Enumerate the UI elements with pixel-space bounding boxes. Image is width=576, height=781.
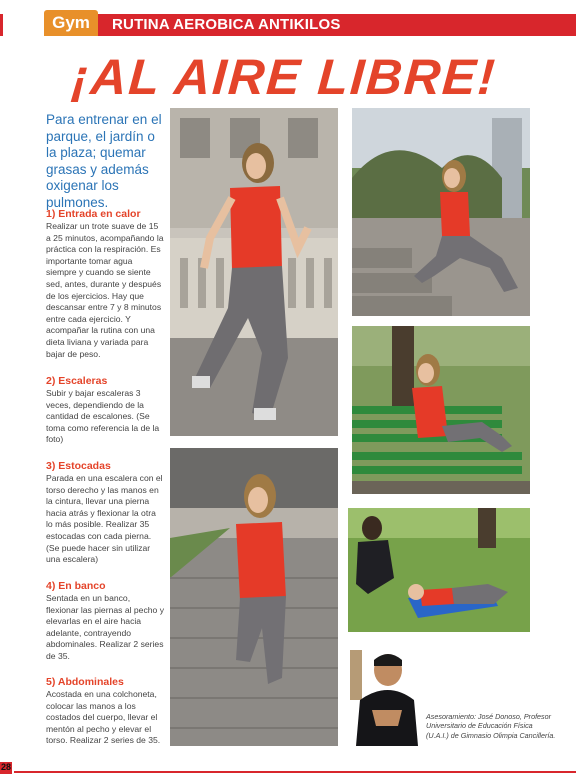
page-title: ¡AL AIRE LIBRE!	[70, 49, 499, 105]
heading-warmup: 1) Entrada en calor	[46, 208, 141, 220]
photo-stairs	[170, 448, 338, 746]
heading-lunges: 3) Estocadas	[46, 460, 111, 472]
lead-paragraph: Para entrenar en el parque, el jardín o la plaza; quemar grasas y además oxigenar los pulmones.	[46, 112, 162, 210]
photo-lunge	[352, 108, 530, 316]
body-bench: Sentada en un banco, flexionar las piernas al pecho y elevarlas en el aire hacia adelante, contrayendo abdominales. Realizar 2 series de 35.	[46, 593, 164, 661]
heading-abs: 5) Abdominales	[46, 676, 124, 688]
body-abs: Acostada en una colchoneta, colocar las manos a los costados del cuerpo, llevar el mentón al pecho y elevar el torso. Realizar 2 series de 35.	[46, 689, 161, 746]
photo-trainer	[348, 640, 422, 746]
body-warmup: Realizar un trote suave de 15 a 25 minutos, acompañando la práctica con la respiración. Es importante tomar agua siempre y cuando se siente sed, antes, durante y después de los ejercicios. Hay que descansar entre 7 y 8 minutos entre cada ejercicio. Y acompañar la rutina con una dieta liviana y variada para bajar de peso.	[46, 221, 164, 359]
photo-jogging	[170, 108, 338, 436]
footer-rule	[14, 771, 576, 773]
page-number: 28	[1, 762, 12, 772]
section-tab: Gym	[44, 10, 98, 36]
body-stairs: Subir y bajar escaleras 3 veces, dependiendo de la cantidad de escalones. (Se toma como referencia la de la foto)	[46, 388, 160, 445]
header-edge	[0, 14, 3, 36]
heading-stairs: 2) Escaleras	[46, 375, 108, 387]
body-lunges: Parada en una escalera con el torso derecho y las manos en la cintura, llevar una pierna hacia atrás y flexionar la otra lo más posible. Realizar 35 estocadas con cada pierna. (Se puede hacer sin utilizar una escalera)	[46, 473, 163, 565]
section-label: RUTINA AEROBICA ANTIKILOS	[112, 16, 341, 33]
heading-bench: 4) En banco	[46, 580, 106, 592]
photo-abdominals	[348, 508, 530, 632]
credit-text: Asesoramiento: José Donoso, Profesor Universitario de Educación Física (U.A.I.) de Gimnasio Olimpia Cancillería.	[426, 712, 556, 740]
photo-bench	[352, 326, 530, 494]
